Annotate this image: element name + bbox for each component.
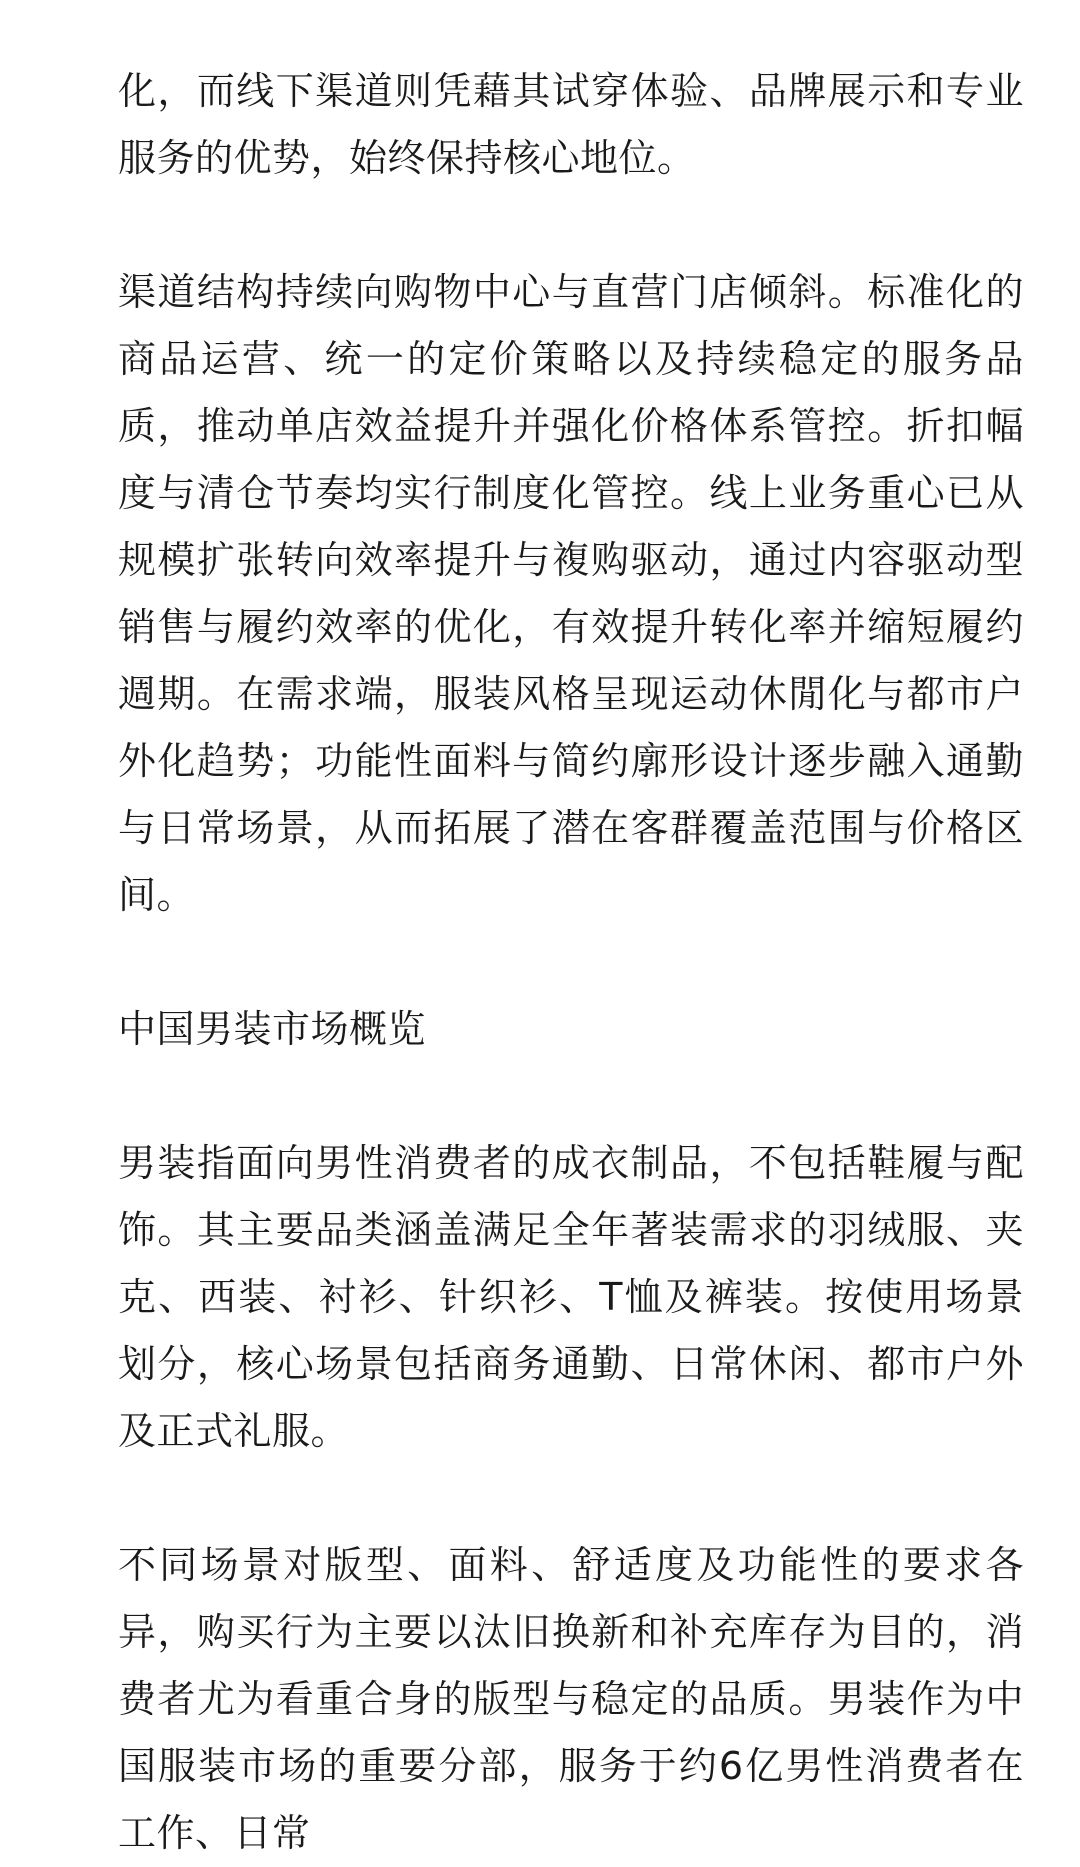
section-heading: 中国男装市场概览 — [118, 1007, 427, 1051]
paragraph-channel-advantage: 化，而线下渠道则凭藉其试穿体验、品牌展示和专业服务的优势，始终保持核心地位。 — [118, 69, 1024, 180]
paragraph-channel-structure: 渠道结构持续向购物中心与直营门店倾斜。标准化的商品运营、统一的定价策略以及持续稳定的服务品质，推动单店效益提升并强化价格体系管控。折扣幅度与清仓节奏均实行制度化管控。线上业务重心已从规模扩张转向效率提升与複购驱动，通过内容驱动型销售与履约效率的优化，有效提升转化率并缩短履约週期。在需求端，服装风格呈现运动休閒化与都市户外化趋势；功能性面料与简约廓形设计逐步融入通勤与日常场景，从而拓展了潜在客群覆盖范围与价格区间。 — [118, 270, 1024, 917]
paragraph-spacer — [118, 192, 1024, 259]
article-body — [118, 58, 1024, 1867]
paragraph-spacer — [118, 929, 1024, 996]
paragraph-menswear-definition: 男装指面向男性消费者的成衣制品，不包括鞋履与配饰。其主要品类涵盖满足全年著装需求的羽绒服、夹克、西装、衬衫、针织衫、T恤及裤装。按使用场景划分，核心场景包括商务通勤、日常休闲、都市户外及正式礼服。 — [118, 1141, 1024, 1453]
paragraph-scenario-requirements: 不同场景对版型、面料、舒适度及功能性的要求各异，购买行为主要以汰旧换新和补充库存为目的，消费者尤为看重合身的版型与稳定的品质。男装作为中国服装市场的重要分部，服务于约6亿男性消费者在工作、日常 — [118, 1543, 1024, 1855]
paragraph-spacer — [118, 1063, 1024, 1130]
paragraph-spacer — [118, 1465, 1024, 1532]
